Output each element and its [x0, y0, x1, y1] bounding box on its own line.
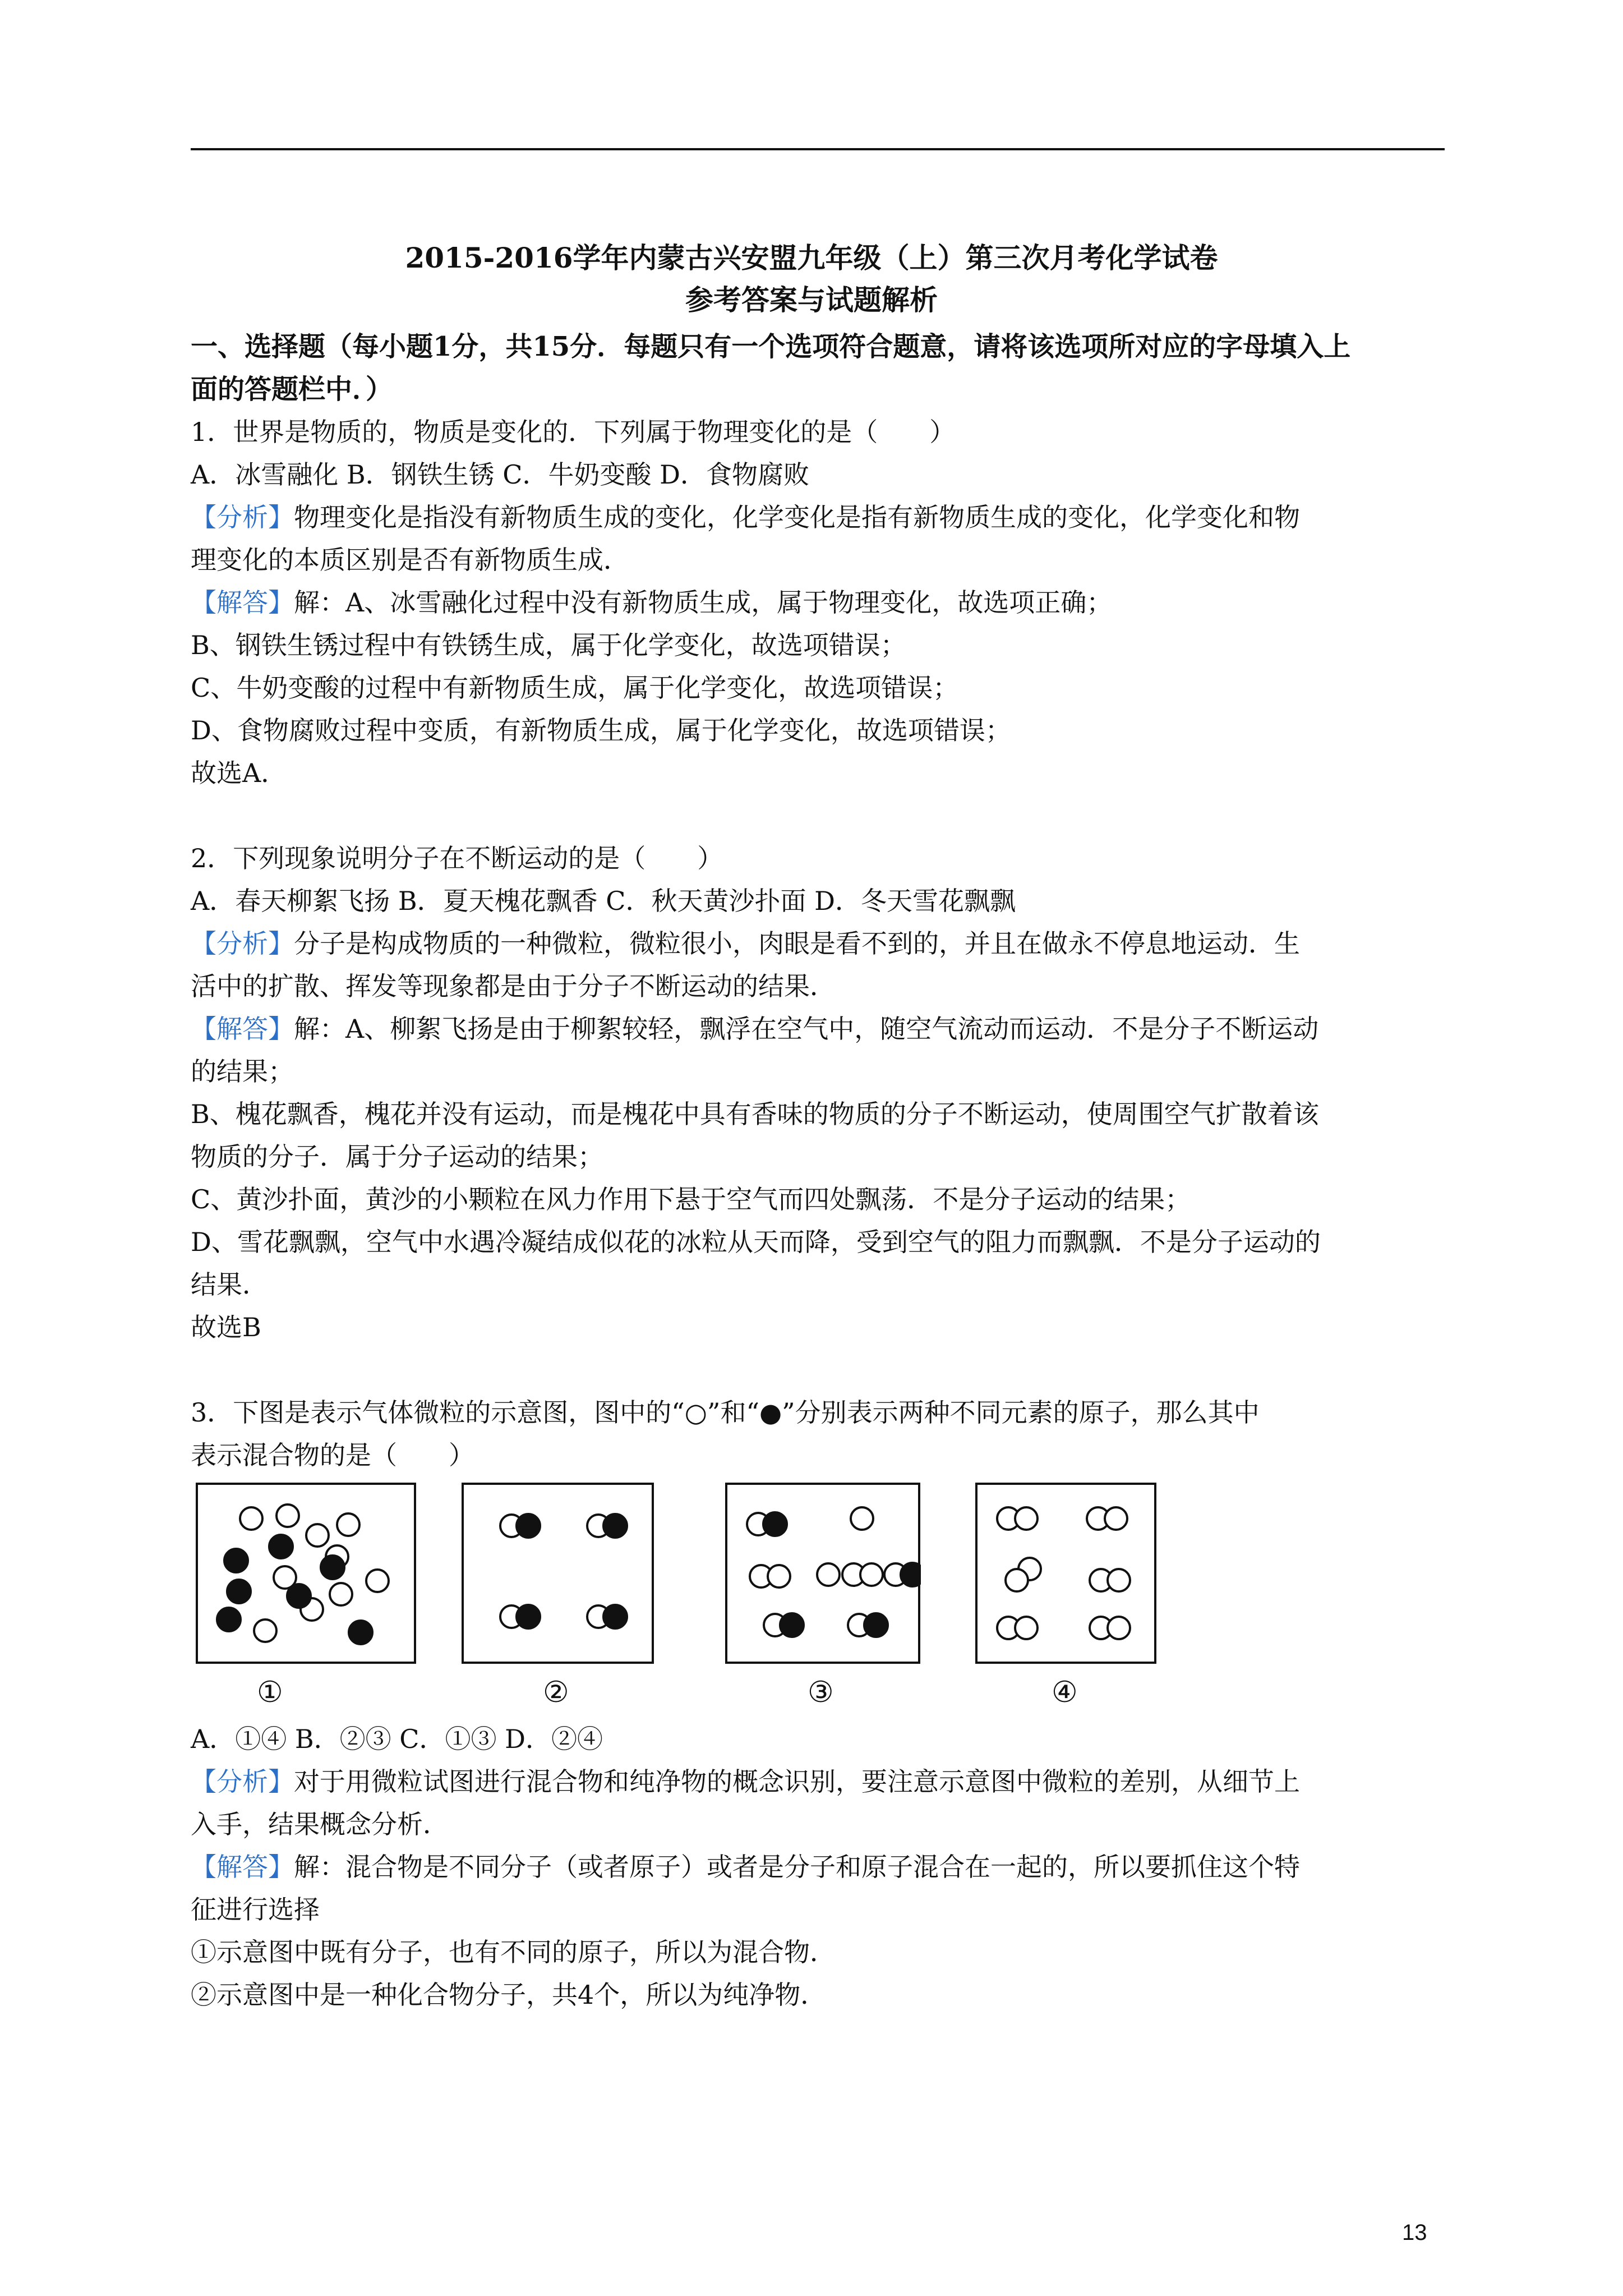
q3-stem-line2: 表示混合物的是（ ） — [191, 1440, 474, 1470]
q2-answer-text: 解：A、柳絮飞扬是由于柳絮较轻，飘浮在空气中，随空气流动而运动．不是分子不断运动 — [294, 1014, 1319, 1044]
page-number: 13 — [1402, 2220, 1427, 2245]
q1-answer-line4: D、食物腐败过程中变质，有新物质生成，属于化学变化，故选项错误； — [191, 715, 1011, 746]
answer-label: 【解答】 — [191, 587, 294, 618]
q1-analysis-text: 物理变化是指没有新物质生成的变化，化学变化是指有新物质生成的变化，化学变化和物 — [294, 502, 1300, 532]
analysis-label: 【分析】 — [191, 928, 294, 959]
spacer — [191, 1349, 1445, 1391]
q3-analysis-line2: 入手，结果概念分析． — [191, 1809, 449, 1839]
q1-answer-line3: C、牛奶变酸的过程中有新物质生成，属于化学变化，故选项错误； — [191, 673, 959, 703]
q3-stem-line1: 3．下图是表示气体微粒的示意图，图中的“○”和“●”分别表示两种不同元素的原子，那么其中 — [191, 1397, 1260, 1428]
analysis-label: 【分析】 — [191, 502, 294, 532]
q2-analysis-text: 分子是构成物质的一种微粒，微粒很小，肉眼是看不到的，并且在做永不停息地运动．生 — [294, 928, 1300, 959]
q3-analysis-text: 对于用微粒试图进行混合物和纯净物的概念识别，要注意示意图中微粒的差别，从细节上 — [294, 1766, 1300, 1797]
q1-stem: 1．世界是物质的，物质是变化的．下列属于物理变化的是（ ） — [191, 417, 956, 447]
q2-answer-line7: 结果． — [191, 1269, 268, 1300]
q2-stem: 2．下列现象说明分子在不断运动的是（ ） — [191, 843, 723, 873]
q3-answer-line2: 征进行选择 — [191, 1894, 320, 1925]
q3-answer-text: 解：混合物是不同分子（或者原子）或者是分子和原子混合在一起的，所以要抓住这个特 — [294, 1852, 1300, 1882]
document-body — [191, 325, 1445, 2016]
header-rule — [191, 148, 1445, 150]
answer-label: 【解答】 — [191, 1852, 294, 1882]
page-subtitle: 参考答案与试题解析 — [685, 283, 938, 316]
page-title: 2015-2016学年内蒙古兴安盟九年级（上）第三次月考化学试卷 — [405, 241, 1218, 274]
diagram-labels — [191, 1667, 1445, 1718]
diagram-3 — [725, 1482, 921, 1664]
q2-answer-line3: B、槐花飘香，槐花并没有运动，而是槐花中具有香味的物质的分子不断运动，使周围空气扩散着该 — [191, 1099, 1319, 1129]
q2-choice: 故选B — [191, 1312, 261, 1342]
q2-answer-line6: D、雪花飘飘，空气中水遇冷凝结成似花的冰粒从天而降，受到空气的阻力而飘飘．不是分子运动的 — [191, 1227, 1321, 1257]
q3-options: A．①④ B．②③ C．①③ D．②④ — [191, 1724, 603, 1754]
diagram-2 — [461, 1482, 654, 1664]
diagram-label-2: ② — [543, 1676, 569, 1709]
diagram-label-4: ④ — [1052, 1676, 1078, 1709]
q2-answer-line4: 物质的分子．属于分子运动的结果； — [191, 1142, 603, 1172]
q2-analysis-line2: 活中的扩散、挥发等现象都是由于分子不断运动的结果． — [191, 971, 836, 1001]
section-heading-line1: 一、选择题（每小题1分，共15分．每题只有一个选项符合题意，请将该选项所对应的字母填入上 — [191, 331, 1351, 362]
q3-analysis-line1 — [191, 1760, 1445, 1803]
diagram-1 — [195, 1482, 417, 1664]
q2-answer-line2: 的结果； — [191, 1056, 294, 1087]
q3-answer-line4: ②示意图中是一种化合物分子，共4个，所以为纯净物． — [191, 1980, 827, 2010]
q1-analysis-line2: 理变化的本质区别是否有新物质生成． — [191, 545, 629, 575]
diagram-4 — [975, 1482, 1157, 1664]
particle-diagrams — [191, 1482, 1445, 1667]
diagram-label-3: ③ — [808, 1676, 834, 1709]
q1-answer-line1 — [191, 581, 1445, 624]
q1-options: A．冰雪融化 B．钢铁生锈 C．牛奶变酸 D．食物腐败 — [191, 459, 809, 490]
q1-answer-text: 解：A、冰雪融化过程中没有新物质生成，属于物理变化，故选项正确； — [294, 587, 1113, 618]
q2-analysis-line1 — [191, 922, 1445, 965]
section-heading-line2: 面的答题栏中．） — [191, 374, 393, 405]
spacer — [191, 794, 1445, 837]
diagram-label-1: ① — [257, 1676, 283, 1709]
q3-answer-line3: ①示意图中既有分子，也有不同的原子，所以为混合物． — [191, 1937, 836, 1967]
q1-answer-line2: B、钢铁生锈过程中有铁锈生成，属于化学变化，故选项错误； — [191, 630, 906, 660]
q2-answer-line5: C、黄沙扑面，黄沙的小颗粒在风力作用下悬于空气而四处飘荡．不是分子运动的结果； — [191, 1184, 1191, 1214]
q2-options: A．春天柳絮飞扬 B．夏天槐花飘香 C．秋天黄沙扑面 D．冬天雪花飘飘 — [191, 886, 1016, 916]
q2-answer-line1 — [191, 1007, 1445, 1050]
answer-label: 【解答】 — [191, 1014, 294, 1044]
analysis-label: 【分析】 — [191, 1766, 294, 1797]
q1-analysis-line1 — [191, 496, 1445, 539]
q1-choice: 故选A． — [191, 758, 287, 788]
q3-answer-line1 — [191, 1846, 1445, 1888]
